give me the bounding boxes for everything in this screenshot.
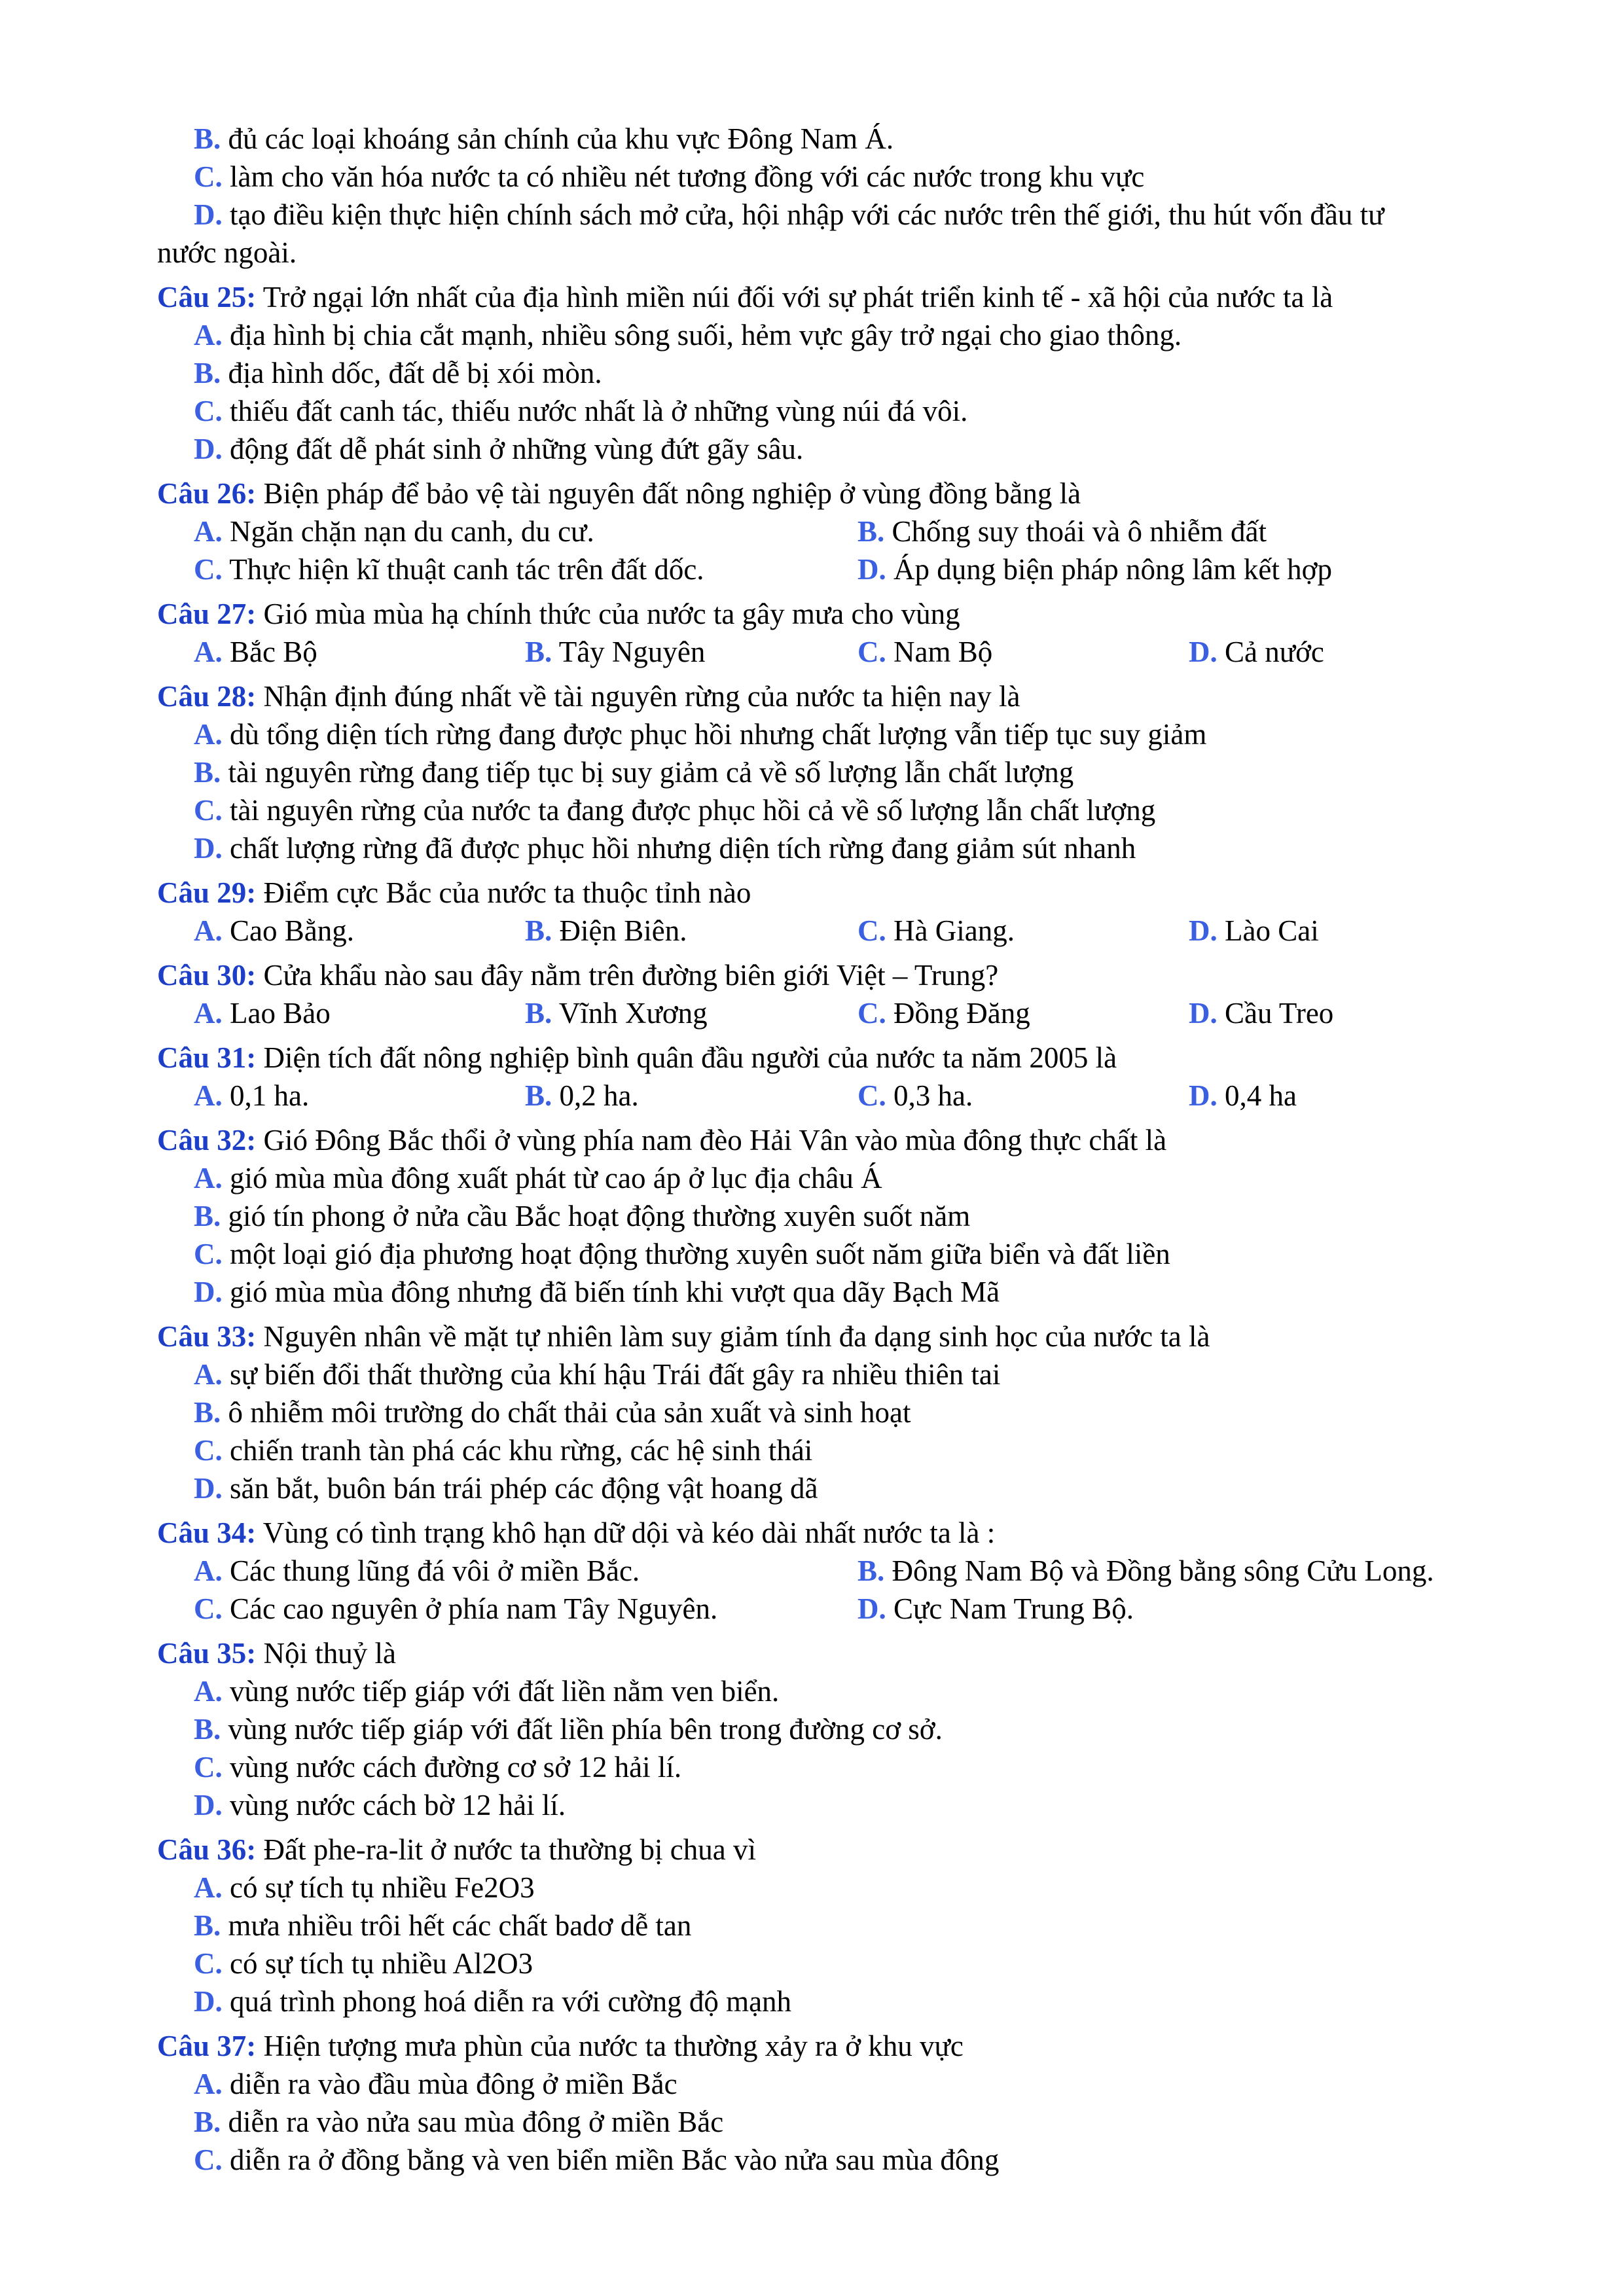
q32-option-c xyxy=(194,1236,1170,1272)
option-text: gió mùa mùa đông xuất phát từ cao áp ở lục địa châu Á xyxy=(230,1162,882,1194)
option-label: C. xyxy=(194,1238,223,1270)
option-label: D. xyxy=(1189,914,1218,947)
question-text: Diện tích đất nông nghiệp bình quân đầu người của nước ta năm 2005 là xyxy=(263,1041,1117,1074)
option-text: 0,1 ha. xyxy=(230,1079,310,1112)
q31-option-c xyxy=(857,1077,973,1114)
q26-option-d xyxy=(857,551,1332,588)
q37-option-b xyxy=(194,2104,723,2140)
question-label: Câu 37: xyxy=(157,2030,257,2062)
option-text: gió tín phong ở nửa cầu Bắc hoạt động thường xuyên suốt năm xyxy=(228,1200,971,1232)
option-label: A. xyxy=(194,319,223,351)
q27-option-a xyxy=(194,634,317,670)
option-label: A. xyxy=(194,1162,223,1194)
option-label: C. xyxy=(194,1592,223,1625)
option-label: B. xyxy=(857,515,885,548)
option-label: A. xyxy=(194,1358,223,1391)
question-text: Vùng có tình trạng khô hạn dữ dội và kéo dài nhất nước ta là : xyxy=(262,1516,996,1549)
option-label: B. xyxy=(525,636,552,668)
option-text: Cực Nam Trung Bộ. xyxy=(893,1592,1134,1625)
option-text: Bắc Bộ xyxy=(230,636,317,668)
option-label: B. xyxy=(525,1079,552,1112)
option-text: Cầu Treo xyxy=(1225,997,1334,1030)
q28-option-d xyxy=(194,830,1136,867)
q33-option-b xyxy=(194,1394,911,1431)
q29-option-b xyxy=(525,912,687,949)
option-label: D. xyxy=(194,198,223,231)
option-label: B. xyxy=(194,1396,221,1429)
option-label: C. xyxy=(194,160,223,193)
option-text: Chống suy thoái và ô nhiễm đất xyxy=(892,515,1267,548)
question-33 xyxy=(157,1318,1210,1355)
question-25 xyxy=(157,279,1333,315)
option-label: A. xyxy=(194,1554,223,1587)
option-text: diễn ra vào nửa sau mùa đông ở miền Bắc xyxy=(228,2106,724,2138)
option-text: Đồng Đăng xyxy=(893,997,1030,1030)
option-text: có sự tích tụ nhiều Al2O3 xyxy=(230,1947,533,1980)
question-27 xyxy=(157,596,960,632)
question-text: Gió Đông Bắc thổi ở vùng phía nam đèo Hải Vân vào mùa đông thực chất là xyxy=(263,1124,1167,1157)
option-label: A. xyxy=(194,997,223,1030)
question-37 xyxy=(157,2028,964,2064)
option-label: D. xyxy=(1189,997,1218,1030)
question-text: Nhận định đúng nhất về tài nguyên rừng của nước ta hiện nay là xyxy=(263,680,1020,713)
q34-option-c xyxy=(194,1590,717,1627)
option-text: Lào Cai xyxy=(1225,914,1319,947)
option-label: B. xyxy=(194,1200,221,1232)
option-label: C. xyxy=(857,997,886,1030)
question-label: Câu 28: xyxy=(157,680,257,713)
q30-option-a xyxy=(194,995,331,1031)
option-text: vùng nước cách bờ 12 hải lí. xyxy=(230,1789,566,1821)
option-label: D. xyxy=(194,1985,223,2018)
option-label: B. xyxy=(194,1713,221,1746)
option-label: D. xyxy=(194,832,223,865)
question-text: Nguyên nhân về mặt tự nhiên làm suy giảm tính đa dạng sinh học của nước ta là xyxy=(263,1320,1210,1353)
q27-option-b xyxy=(525,634,705,670)
option-label: B. xyxy=(194,756,221,789)
question-34 xyxy=(157,1515,995,1551)
option-text: Tây Nguyên xyxy=(558,636,706,668)
option-text: làm cho văn hóa nước ta có nhiều nét tương đồng với các nước trong khu vực xyxy=(230,160,1145,193)
option-label: C. xyxy=(194,553,223,586)
question-36 xyxy=(157,1831,756,1868)
option-label: D. xyxy=(194,1789,223,1821)
question-30 xyxy=(157,957,998,994)
q28-option-a xyxy=(194,716,1206,753)
option-text: Nam Bộ xyxy=(893,636,993,668)
option-d xyxy=(194,196,1384,233)
q35-option-b xyxy=(194,1711,943,1748)
option-text: Đông Nam Bộ và Đồng bằng sông Cửu Long. xyxy=(892,1554,1434,1587)
question-text: Cửa khẩu nào sau đây nằm trên đường biên giới Việt – Trung? xyxy=(263,959,999,992)
option-text: diễn ra vào đầu mùa đông ở miền Bắc xyxy=(230,2068,677,2100)
option-label: A. xyxy=(194,1675,223,1708)
q32-option-d xyxy=(194,1274,1000,1310)
option-text: nước ngoài. xyxy=(157,236,297,269)
option-text: săn bắt, buôn bán trái phép các động vật hoang dã xyxy=(230,1472,818,1505)
option-label: C. xyxy=(194,2144,223,2176)
option-label: C. xyxy=(194,1434,223,1467)
option-label: B. xyxy=(194,1909,221,1942)
question-label: Câu 33: xyxy=(157,1320,257,1353)
option-text: gió mùa mùa đông nhưng đã biến tính khi vượt qua dãy Bạch Mã xyxy=(230,1276,1000,1308)
q34-option-d xyxy=(857,1590,1134,1627)
q36-option-c xyxy=(194,1945,533,1982)
option-text: Thực hiện kĩ thuật canh tác trên đất dốc. xyxy=(229,553,704,586)
option-text: Cả nước xyxy=(1225,636,1324,668)
option-c xyxy=(194,158,1144,195)
option-text: sự biến đổi thất thường của khí hậu Trái đất gây ra nhiều thiên tai xyxy=(230,1358,1001,1391)
option-label: B. xyxy=(194,122,221,155)
option-text: vùng nước tiếp giáp với đất liền phía bên trong đường cơ sở. xyxy=(228,1713,943,1746)
question-text: Hiện tượng mưa phùn của nước ta thường xảy ra ở khu vực xyxy=(263,2030,964,2062)
option-label: B. xyxy=(525,997,552,1030)
option-label: D. xyxy=(194,1276,223,1308)
option-label: C. xyxy=(194,794,223,827)
option-text: có sự tích tụ nhiều Fe2O3 xyxy=(230,1871,535,1904)
option-label: A. xyxy=(194,2068,223,2100)
option-label: A. xyxy=(194,1871,223,1904)
q37-option-c xyxy=(194,2142,999,2178)
option-b xyxy=(194,120,893,157)
option-text: đủ các loại khoáng sản chính của khu vực Đông Nam Á. xyxy=(228,122,894,155)
option-text: Cao Bằng. xyxy=(230,914,354,947)
option-text: vùng nước cách đường cơ sở 12 hải lí. xyxy=(230,1751,682,1784)
q30-option-b xyxy=(525,995,708,1031)
question-29 xyxy=(157,874,751,911)
question-label: Câu 32: xyxy=(157,1124,257,1157)
option-label: A. xyxy=(194,914,223,947)
q33-option-d xyxy=(194,1470,818,1507)
question-text: Gió mùa mùa hạ chính thức của nước ta gây mưa cho vùng xyxy=(263,598,960,630)
option-text: mưa nhiều trôi hết các chất badơ dễ tan xyxy=(228,1909,692,1942)
option-text: tạo điều kiện thực hiện chính sách mở cửa, hội nhập với các nước trên thế giới, thu hút vốn đầu tư xyxy=(230,198,1384,231)
option-label: C. xyxy=(194,1751,223,1784)
q32-option-a xyxy=(194,1160,882,1196)
option-text: tài nguyên rừng đang tiếp tục bị suy giảm cả về số lượng lẫn chất lượng xyxy=(228,756,1074,789)
q33-option-a xyxy=(194,1356,1000,1393)
q30-option-c xyxy=(857,995,1030,1031)
q29-option-c xyxy=(857,912,1015,949)
option-text: thiếu đất canh tác, thiếu nước nhất là ở những vùng núi đá vôi. xyxy=(230,395,968,427)
q29-option-d xyxy=(1189,912,1319,949)
question-label: Câu 31: xyxy=(157,1041,257,1074)
q25-option-d xyxy=(194,431,803,467)
q25-option-a xyxy=(194,317,1182,353)
option-label: C. xyxy=(194,395,223,427)
q31-option-b xyxy=(525,1077,639,1114)
q37-option-a xyxy=(194,2066,677,2102)
q35-option-c xyxy=(194,1749,681,1785)
q31-option-d xyxy=(1189,1077,1297,1114)
option-label: D. xyxy=(194,433,223,465)
q36-option-b xyxy=(194,1907,691,1944)
option-text: 0,3 ha. xyxy=(893,1079,973,1112)
question-35 xyxy=(157,1635,396,1672)
q26-option-b xyxy=(857,513,1267,550)
option-text: động đất dễ phát sinh ở những vùng đứt gãy sâu. xyxy=(230,433,804,465)
option-text: 0,4 ha xyxy=(1225,1079,1297,1112)
q34-option-a xyxy=(194,1552,640,1589)
q27-option-d xyxy=(1189,634,1324,670)
question-label: Câu 30: xyxy=(157,959,257,992)
option-text: Hà Giang. xyxy=(893,914,1015,947)
option-text: Vĩnh Xương xyxy=(558,997,708,1030)
option-label: D. xyxy=(857,1592,886,1625)
question-label: Câu 34: xyxy=(157,1516,257,1549)
option-label: A. xyxy=(194,1079,223,1112)
option-text: ô nhiễm môi trường do chất thải của sản xuất và sinh hoạt xyxy=(228,1396,911,1429)
question-label: Câu 35: xyxy=(157,1637,257,1670)
option-label: C. xyxy=(857,914,886,947)
q36-option-d xyxy=(194,1983,791,2020)
q36-option-a xyxy=(194,1869,535,1906)
option-text: địa hình bị chia cắt mạnh, nhiều sông suối, hẻm vực gây trở ngại cho giao thông. xyxy=(230,319,1182,351)
option-text: quá trình phong hoá diễn ra với cường độ mạnh xyxy=(230,1985,792,2018)
option-text: Điện Biên. xyxy=(559,914,687,947)
question-text: Biện pháp để bảo vệ tài nguyên đất nông nghiệp ở vùng đồng bằng là xyxy=(263,477,1081,510)
option-label: A. xyxy=(194,515,223,548)
option-label: A. xyxy=(194,636,223,668)
question-text: Điểm cực Bắc của nước ta thuộc tỉnh nào xyxy=(263,876,751,909)
option-text: diễn ra ở đồng bằng và ven biển miền Bắc vào nửa sau mùa đông xyxy=(230,2144,1000,2176)
question-label: Câu 27: xyxy=(157,598,257,630)
option-label: D. xyxy=(194,1472,223,1505)
question-text: Đất phe-ra-lit ở nước ta thường bị chua vì xyxy=(263,1833,756,1866)
option-text: Áp dụng biện pháp nông lâm kết hợp xyxy=(893,553,1332,586)
question-31 xyxy=(157,1039,1117,1076)
q34-option-b xyxy=(857,1552,1434,1589)
q31-option-a xyxy=(194,1077,309,1114)
option-text: một loại gió địa phương hoạt động thường xuyên suốt năm giữa biển và đất liền xyxy=(230,1238,1170,1270)
option-label: B. xyxy=(194,357,221,389)
option-label: C. xyxy=(194,1947,223,1980)
question-text: Nội thuỷ là xyxy=(263,1637,396,1670)
option-text: tài nguyên rừng của nước ta đang được phục hồi cả về số lượng lẫn chất lượng xyxy=(230,794,1156,827)
q25-option-c xyxy=(194,393,967,429)
option-text: chất lượng rừng đã được phục hồi nhưng diện tích rừng đang giảm sút nhanh xyxy=(230,832,1136,865)
option-text: Lao Bảo xyxy=(230,997,331,1030)
q25-option-b xyxy=(194,355,602,391)
q26-option-a xyxy=(194,513,594,550)
option-label: B. xyxy=(857,1554,885,1587)
question-label: Câu 26: xyxy=(157,477,257,510)
option-label: B. xyxy=(525,914,552,947)
option-text: chiến tranh tàn phá các khu rừng, các hệ sinh thái xyxy=(230,1434,813,1467)
question-text: Trở ngại lớn nhất của địa hình miền núi đối với sự phát triển kinh tế - xã hội của nước ta là xyxy=(262,281,1333,314)
question-28 xyxy=(157,678,1020,715)
option-label: C. xyxy=(857,1079,886,1112)
q32-option-b xyxy=(194,1198,970,1234)
question-32 xyxy=(157,1122,1166,1158)
q35-option-d xyxy=(194,1787,566,1823)
question-label: Câu 25: xyxy=(157,281,257,314)
option-label: D. xyxy=(1189,636,1218,668)
question-label: Câu 36: xyxy=(157,1833,257,1866)
question-26 xyxy=(157,475,1081,512)
option-text: Ngăn chặn nạn du canh, du cư. xyxy=(230,515,594,548)
option-label: B. xyxy=(194,2106,221,2138)
option-label: D. xyxy=(1189,1079,1218,1112)
q26-option-c xyxy=(194,551,704,588)
q35-option-a xyxy=(194,1673,779,1710)
option-text: Các thung lũng đá vôi ở miền Bắc. xyxy=(230,1554,640,1587)
q29-option-a xyxy=(194,912,354,949)
q28-option-c xyxy=(194,792,1155,829)
question-label: Câu 29: xyxy=(157,876,257,909)
q30-option-d xyxy=(1189,995,1333,1031)
option-d-continuation xyxy=(157,234,297,271)
option-text: địa hình dốc, đất dễ bị xói mòn. xyxy=(228,357,602,389)
option-label: C. xyxy=(857,636,886,668)
option-text: vùng nước tiếp giáp với đất liền nằm ven biển. xyxy=(230,1675,780,1708)
option-label: A. xyxy=(194,718,223,751)
q27-option-c xyxy=(857,634,992,670)
option-label: D. xyxy=(857,553,886,586)
option-text: 0,2 ha. xyxy=(559,1079,639,1112)
option-text: dù tổng diện tích rừng đang được phục hồi nhưng chất lượng vẫn tiếp tục suy giảm xyxy=(230,718,1207,751)
q28-option-b xyxy=(194,754,1074,791)
option-text: Các cao nguyên ở phía nam Tây Nguyên. xyxy=(230,1592,718,1625)
q33-option-c xyxy=(194,1432,812,1469)
